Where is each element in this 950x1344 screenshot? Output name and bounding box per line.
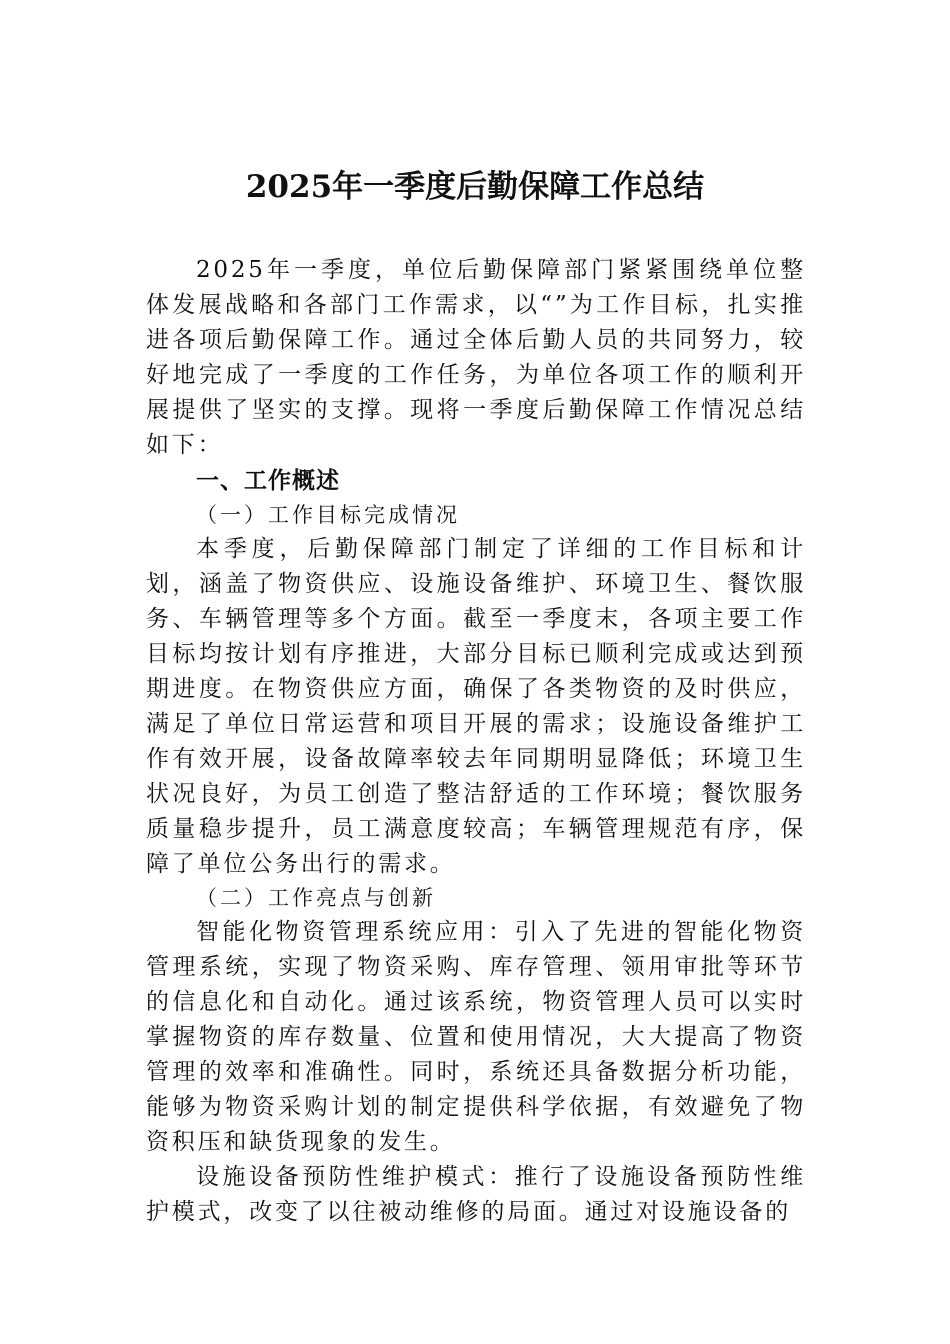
- document-body: [146, 253, 806, 1230]
- section-heading-overview: 一、工作概述: [196, 468, 340, 494]
- goals-paragraph: 本季度，后勤保障部门制定了详细的工作目标和计划，涵盖了物资供应、设施设备维护、环境卫生、餐饮服务、车辆管理等多个方面。截至一季度末，各项主要工作目标均按计划有序推进，大部分目标已顺利完成或达到预期进度。在物资供应方面，确保了各类物资的及时供应，满足了单位日常运营和项目开展的需求；设施设备维护工作有效开展，设备故障率较去年同期明显降低；环境卫生状况良好，为员工创造了整洁舒适的工作环境；餐饮服务质量稳步提升，员工满意度较高；车辆管理规范有序，保障了单位公务出行的需求。: [146, 536, 806, 877]
- intro-paragraph: 2025年一季度，单位后勤保障部门紧紧围绕单位整体发展战略和各部门工作需求，以“”为工作目标，扎实推进各项后勤保障工作。通过全体后勤人员的共同努力，较好地完成了一季度的工作任务，为单位各项工作的顺利开展提供了坚实的支撑。现将一季度后勤保障工作情况总结如下：: [146, 257, 806, 458]
- document-title: 2025年一季度后勤保障工作总结: [245, 169, 705, 205]
- subsection-heading-highlights: （二）工作亮点与创新: [196, 886, 436, 910]
- highlights-paragraph-smart-system: 智能化物资管理系统应用：引入了先进的智能化物资管理系统，实现了物资采购、库存管理、领用审批等环节的信息化和自动化。通过该系统，物资管理人员可以实时掌握物资的库存数量、位置和使用情况，大大提高了物资管理的效率和准确性。同时，系统还具备数据分析功能，能够为物资采购计划的制定提供科学依据，有效避免了物资积压和缺货现象的发生。: [146, 919, 806, 1155]
- subsection-heading-goals: （一）工作目标完成情况: [196, 503, 460, 527]
- highlights-paragraph-preventive-maintenance: 设施设备预防性维护模式：推行了设施设备预防性维护模式，改变了以往被动维修的局面。通过对设施设备的: [146, 1164, 806, 1225]
